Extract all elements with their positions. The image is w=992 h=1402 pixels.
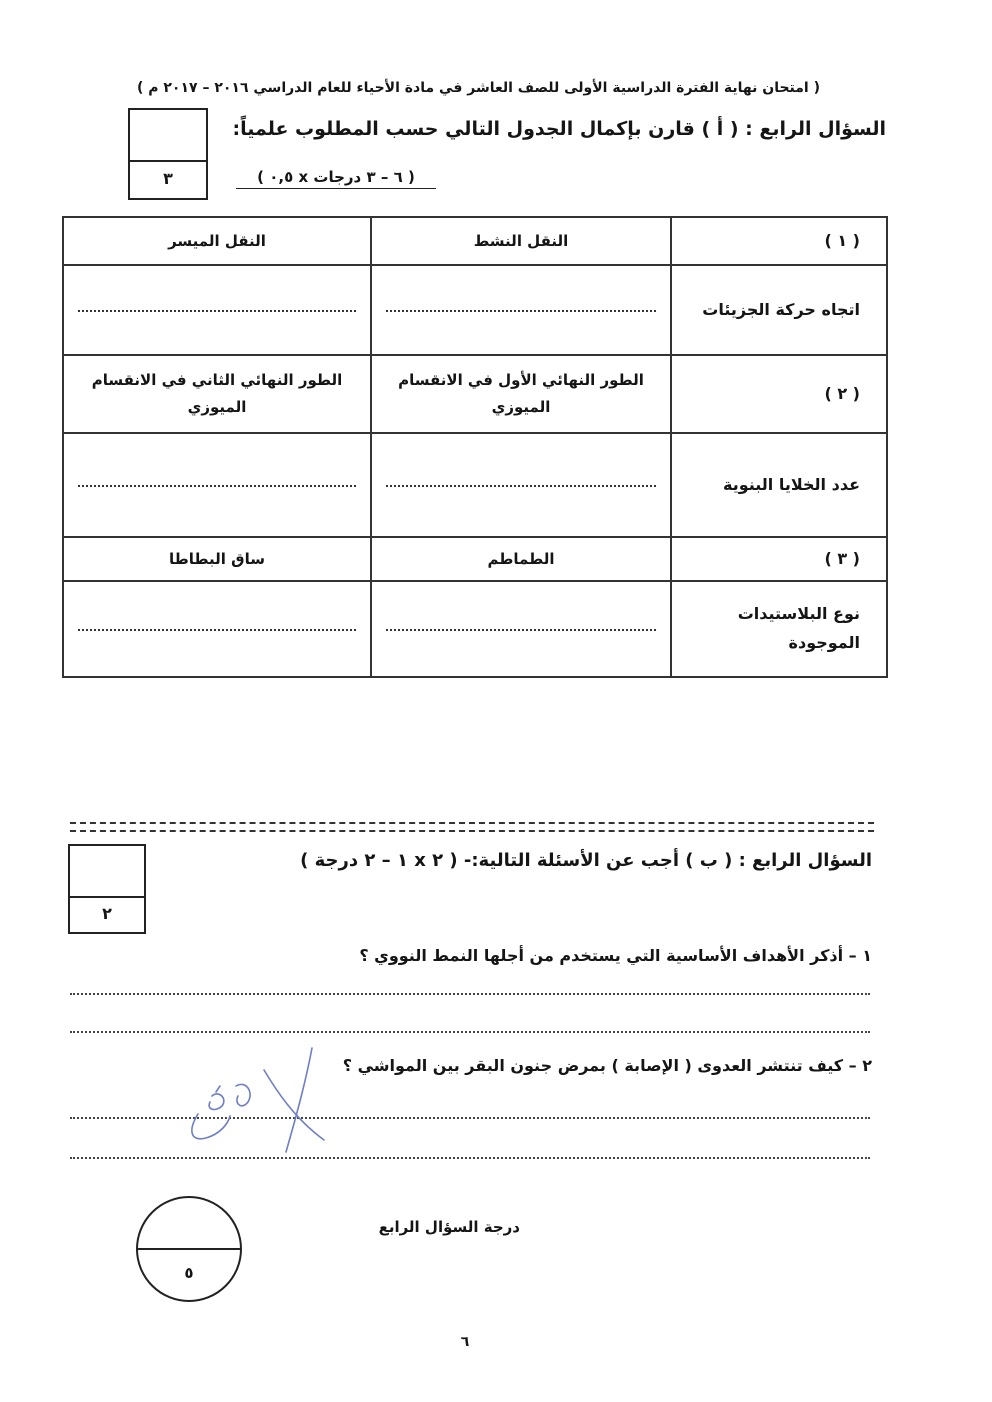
answer-cell[interactable] xyxy=(63,581,371,677)
column-b-heading: الطور النهائي الثاني في الانقسام الميوزي xyxy=(63,355,371,433)
column-a-heading: النقل النشط xyxy=(371,217,671,265)
answer-blank[interactable] xyxy=(78,484,356,487)
answer-cell[interactable] xyxy=(371,433,671,537)
table-row-1-answers xyxy=(63,265,887,355)
exam-header: ( امتحان نهاية الفترة الدراسية الأولى للصف العاشر في مادة الأحياء للعام الدراسي ٢٠١٦ – ٢٠١٧ م ) xyxy=(136,80,820,96)
table-row-1-header xyxy=(63,217,887,265)
question-4b-title: السؤال الرابع : ( ب ) أجب عن الأسئلة التالية:- ( ٢ x ١ – ٢ درجة ) xyxy=(300,850,872,871)
table-row-3-answers xyxy=(63,581,887,677)
column-b-heading: ساق البطاطا xyxy=(63,537,371,581)
row-label: ( ١ ) xyxy=(671,217,887,265)
answer-cell[interactable] xyxy=(63,433,371,537)
question-4a-marks: ( ٠,٥ x ٦ – ٣ درجات ) xyxy=(236,168,436,189)
score-box-q4a xyxy=(128,108,208,200)
handwritten-mark xyxy=(176,1040,346,1160)
answer-cell[interactable] xyxy=(63,265,371,355)
comparison-table xyxy=(62,216,888,678)
circle-divider xyxy=(138,1248,240,1250)
question-4a-title: السؤال الرابع : ( أ ) قارن بإكمال الجدول التالي حسب المطلوب علمياً: xyxy=(232,118,886,140)
row-label: عدد الخلايا البنوية xyxy=(671,433,887,537)
answer-cell[interactable] xyxy=(371,581,671,677)
score-box-blank xyxy=(70,846,144,898)
row-label: نوع البلاستيدات الموجودة xyxy=(671,581,887,677)
row-label: ( ٣ ) xyxy=(671,537,887,581)
total-score-circle xyxy=(136,1196,242,1302)
column-b-heading: النقل الميسر xyxy=(63,217,371,265)
answer-blank[interactable] xyxy=(386,309,656,312)
answer-blank[interactable] xyxy=(386,628,656,631)
answer-blank[interactable] xyxy=(78,309,356,312)
table-row-2-answers xyxy=(63,433,887,537)
question-4b-item-2: ٢ – كيف تنتشر العدوى ( الإصابة ) بمرض جنون البقر بين المواشي ؟ xyxy=(342,1056,872,1075)
answer-line[interactable] xyxy=(70,992,870,995)
score-box-q4a-value: ٣ xyxy=(163,169,173,188)
row-label: ( ٢ ) xyxy=(671,355,887,433)
score-box-q4b-value: ٢ xyxy=(102,904,112,923)
question-4-total-label: درجة السؤال الرابع xyxy=(378,1218,520,1236)
table-row-3-header xyxy=(63,537,887,581)
question-4b-item-1: ١ – أذكر الأهداف الأساسية التي يستخدم من أجلها النمط النووي ؟ xyxy=(359,946,872,965)
answer-cell[interactable] xyxy=(371,265,671,355)
table-row-2-header xyxy=(63,355,887,433)
answer-line[interactable] xyxy=(70,1030,870,1033)
answer-blank[interactable] xyxy=(386,484,656,487)
answer-blank[interactable] xyxy=(78,628,356,631)
score-box-blank xyxy=(130,110,206,162)
column-a-heading: الطور النهائي الأول في الانقسام الميوزي xyxy=(371,355,671,433)
page-number: ٦ xyxy=(460,1334,470,1350)
score-box-q4b xyxy=(68,844,146,934)
column-a-heading: الطماطم xyxy=(371,537,671,581)
row-label: اتجاه حركة الجزيئات xyxy=(671,265,887,355)
total-score-value: ٥ xyxy=(184,1264,194,1282)
section-separator xyxy=(70,822,874,832)
